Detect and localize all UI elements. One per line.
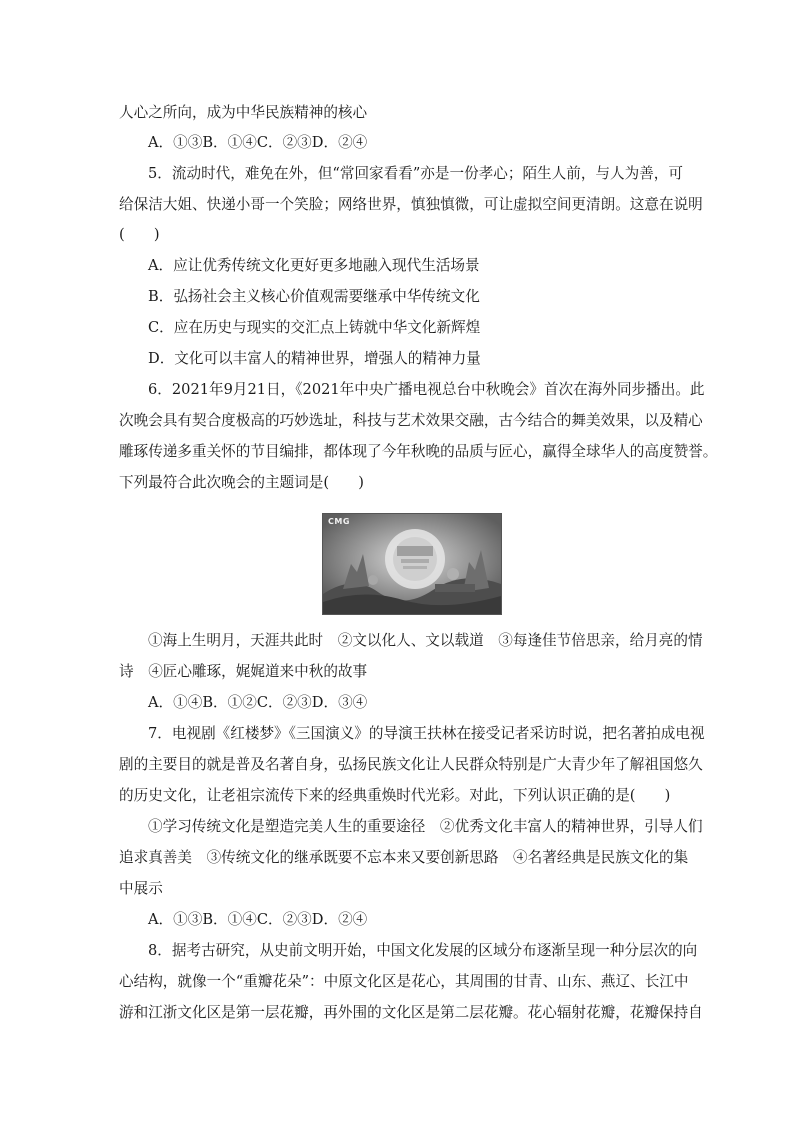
cmg-logo: CMG	[328, 517, 350, 526]
option-c: C．应在历史与现实的交汇点上铸就中华文化新辉煌	[148, 319, 481, 336]
option-b: B．弘扬社会主义核心价值观需要继承中华传统文化	[148, 288, 480, 305]
gala-photo	[322, 513, 502, 615]
text-line: 游和江浙文化区是第一层花瓣，再外围的文化区是第二层花瓣。花心辐射花瓣，花瓣保持自	[119, 1004, 703, 1021]
question-5: 5．流动时代，难免在外，但“常回家看看”亦是一份孝心；陌生人前，与人为善，可	[148, 165, 683, 182]
answer-blank: ( )	[119, 226, 160, 243]
text-line: 的历史文化，让老祖宗流传下来的经典重焕时代光彩。对此，下列认识正确的是( )	[119, 787, 671, 804]
gala-scene-illustration	[323, 514, 501, 614]
text-line: 剧的主要目的就是普及名著自身，弘扬民族文化让人民群众特别是广大青少年了解祖国悠久	[119, 756, 703, 773]
text-line: 次晚会具有契合度极高的巧妙选址，科技与艺术效果交融，古今结合的舞美效果，以及精心	[119, 412, 703, 429]
question-8: 8．据考古研究，从史前文明开始，中国文化发展的区域分布逐渐呈现一种分层次的向	[148, 942, 698, 959]
text-line: 人心之所向，成为中华民族精神的核心	[119, 104, 368, 121]
text-line: 心结构，就像一个“重瓣花朵”：中原文化区是花心，其周围的甘青、山东、燕辽、长江中	[119, 973, 689, 990]
option-a: A．应让优秀传统文化更好更多地融入现代生活场景	[148, 257, 480, 274]
statements-7: ①学习传统文化是塑造完美人生的重要途径 ②优秀文化丰富人的精神世界，引导人们	[148, 818, 703, 835]
question-7: 7．电视剧《红楼梦》《三国演义》的导演王扶林在接受记者采访时说，把名著拍成电视	[148, 725, 705, 742]
text-line: 中展示	[119, 880, 163, 897]
text-line: 下列最符合此次晚会的主题词是( )	[119, 474, 364, 491]
answer-options: A．①④B．①②C．②③D．③④	[148, 694, 368, 711]
text-line: 给保洁大姐、快递小哥一个笑脸；网络世界，慎独慎微，可让虚拟空间更清朗。这意在说明	[119, 196, 703, 213]
statements-6: ①海上生明月，天涯共此时 ②文以化人、文以载道 ③每逢佳节倍思亲，给月亮的情	[148, 632, 703, 649]
option-d: D．文化可以丰富人的精神世界，增强人的精神力量	[148, 350, 481, 367]
question-6: 6．2021年9月21日，《2021年中央广播电视总台中秋晚会》首次在海外同步播出。此	[148, 381, 705, 398]
answer-options: A．①③B．①④C．②③D．②④	[148, 134, 368, 151]
answer-options: A．①③B．①④C．②③D．②④	[148, 911, 368, 928]
text-line: 诗 ④匠心雕琢，娓娓道来中秋的故事	[119, 663, 368, 680]
text-line: 雕琢传递多重关怀的节目编排，都体现了今年秋晚的品质与匠心，赢得全球华人的高度赞誉。	[119, 443, 718, 460]
text-line: 追求真善美 ③传统文化的继承既要不忘本来又要创新思路 ④名著经典是民族文化的集	[119, 849, 689, 866]
